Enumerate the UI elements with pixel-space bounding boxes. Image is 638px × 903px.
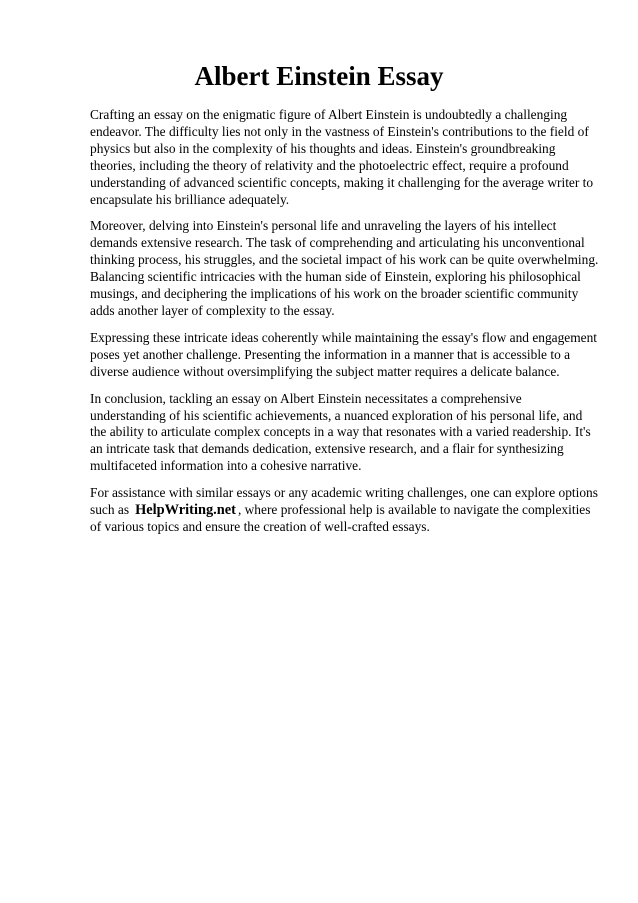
paragraph-4: In conclusion, tackling an essay on Albert Einstein necessitates a comprehensive understanding of his scientific achievements, a nuanced exploration of his personal life, and the ability to articulate complex concepts in a way that resonates with a varied readership. It's an intricate task that demands dedication, extensive research, and a flair for synthesizing multifaceted information into a cohesive narrative. [90,390,591,474]
helpwriting-link[interactable]: HelpWriting.net [135,502,236,519]
document-title: Albert Einstein Essay [194,61,444,91]
document-body [90,107,600,546]
closing-text-after: , where professional help is available to navigate the complexities of various topics and ensure the creation of well-crafted essays. [90,502,591,534]
paragraph-2: Moreover, delving into Einstein's personal life and unraveling the layers of his intellect demands extensive research. The task of comprehending and articulating his unconventional thinking process, his struggles, and the societal impact of his work can be quite overwhelming. Balancing scientific intricacies with the human side of Einstein, exploring his philosophical musings, and deciphering the implications of his work on the broader scientific community adds another layer of complexity to the essay. [90,218,599,318]
closing-text-before: For assistance with similar essays or any academic writing challenges, one can explore options such as [90,485,598,518]
paragraph-3: Expressing these intricate ideas coherently while maintaining the essay's flow and engagement poses yet another challenge. Presenting the information in a manner that is accessible to a diverse audience without oversimplifying the subject matter requires a delicate balance. [90,329,598,379]
paragraph-1: Crafting an essay on the enigmatic figure of Albert Einstein is undoubtedly a challenging endeavor. The difficulty lies not only in the vastness of Einstein's contributions to the field of physics but also in the complexity of his thoughts and ideas. Einstein's groundbreaking theories, including the theory of relativity and the photoelectric effect, require a profound understanding of advanced scientific concepts, making it challenging for the average writer to encapsulate his brilliance adequately. [90,107,594,207]
closing-paragraph [90,485,600,536]
